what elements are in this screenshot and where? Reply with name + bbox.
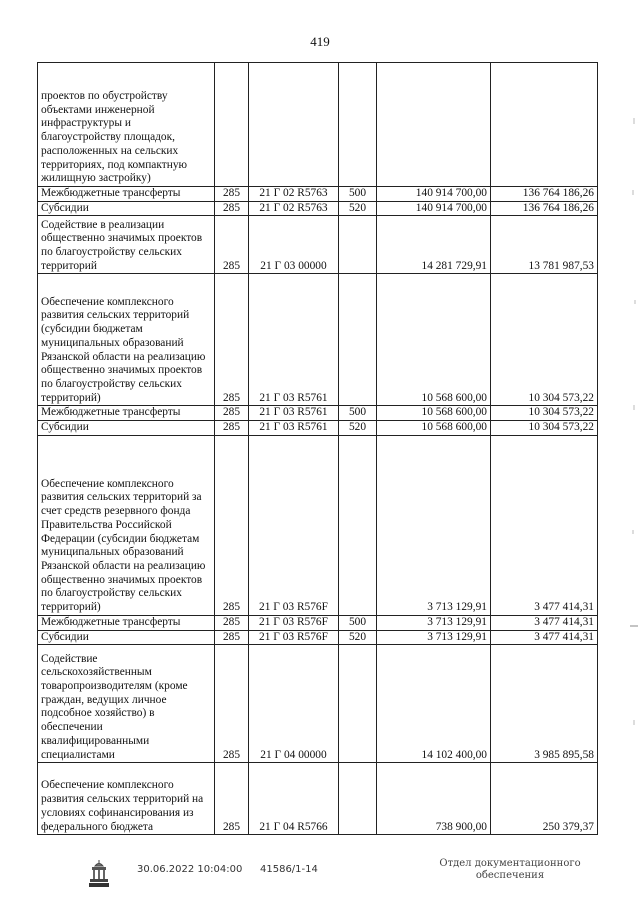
- footer-document-number: 41586/1-14: [260, 864, 318, 875]
- row-target-code: 21 Г 03 R5761: [249, 406, 339, 421]
- row-expense-type: 500: [339, 406, 377, 421]
- row-expense-type: [339, 645, 377, 763]
- row-expense-type: [339, 274, 377, 406]
- row-target-code: 21 Г 02 R5763: [249, 201, 339, 216]
- row-executed-amount: 10 304 573,22: [491, 406, 598, 421]
- row-target-code: 21 Г 03 R5761: [249, 274, 339, 406]
- row-name: Обеспечение комплексного развития сельских территорий за счет средств резервного фонда Правительства Российской Федерации (субсидии бюджетам муниципальных образований Рязанской области на реализацию общественно значимых проектов по благоустройству сельских территорий): [38, 435, 215, 615]
- table-row: [38, 645, 598, 763]
- row-expense-type: 500: [339, 187, 377, 202]
- row-expense-type: 500: [339, 615, 377, 630]
- row-code: 285: [215, 274, 249, 406]
- row-name: Межбюджетные трансферты: [38, 406, 215, 421]
- row-code: 285: [215, 421, 249, 436]
- row-name: Субсидии: [38, 630, 215, 645]
- row-planned-amount: 3 713 129,91: [377, 615, 491, 630]
- table-row: [38, 421, 598, 436]
- row-planned-amount: 10 568 600,00: [377, 406, 491, 421]
- table-row: [38, 763, 598, 835]
- row-executed-amount: [491, 63, 598, 187]
- row-planned-amount: 140 914 700,00: [377, 187, 491, 202]
- row-expense-type: [339, 763, 377, 835]
- row-executed-amount: 10 304 573,22: [491, 274, 598, 406]
- row-code: 285: [215, 763, 249, 835]
- row-executed-amount: 13 781 987,53: [491, 216, 598, 274]
- table-row: [38, 201, 598, 216]
- page-number: 419: [310, 34, 330, 49]
- row-code: 285: [215, 630, 249, 645]
- row-target-code: 21 Г 03 R576F: [249, 615, 339, 630]
- row-target-code: 21 Г 03 R576F: [249, 630, 339, 645]
- row-target-code: 21 Г 04 R5766: [249, 763, 339, 835]
- row-executed-amount: 3 477 414,31: [491, 435, 598, 615]
- row-expense-type: [339, 63, 377, 187]
- row-executed-amount: 3 477 414,31: [491, 630, 598, 645]
- scan-margin-marks: [624, 0, 640, 905]
- table-row: [38, 187, 598, 202]
- footer-timestamp: 30.06.2022 10:04:00: [137, 864, 243, 875]
- row-expense-type: 520: [339, 630, 377, 645]
- row-target-code: 21 Г 03 R576F: [249, 435, 339, 615]
- row-name: проектов по обустройству объектами инженерной инфраструктуры и благоустройству площадок, расположенных на сельских территориях, под компактную жилищную застройку): [38, 63, 215, 187]
- table-row: [38, 435, 598, 615]
- row-code: 285: [215, 406, 249, 421]
- budget-table: [37, 62, 598, 835]
- row-target-code: 21 Г 02 R5763: [249, 187, 339, 202]
- row-target-code: 21 Г 04 00000: [249, 645, 339, 763]
- row-name: Содействие сельскохозяйственным товаропроизводителям (кроме граждан, ведущих личное подсобное хозяйство) в обеспечении квалифицированными специалистами: [38, 645, 215, 763]
- row-code: 285: [215, 187, 249, 202]
- row-expense-type: 520: [339, 421, 377, 436]
- table-row: [38, 615, 598, 630]
- row-executed-amount: 10 304 573,22: [491, 421, 598, 436]
- row-target-code: [249, 63, 339, 187]
- row-name: Обеспечение комплексного развития сельских территорий на условиях софинансирования из федерального бюджета: [38, 763, 215, 835]
- row-expense-type: [339, 216, 377, 274]
- row-name: Содействие в реализации общественно значимых проектов по благоустройству сельских территорий: [38, 216, 215, 274]
- row-planned-amount: 738 900,00: [377, 763, 491, 835]
- row-target-code: 21 Г 03 00000: [249, 216, 339, 274]
- duma-logo-icon: [88, 858, 110, 888]
- row-expense-type: 520: [339, 201, 377, 216]
- row-planned-amount: 10 568 600,00: [377, 421, 491, 436]
- page-footer: [0, 852, 640, 892]
- row-code: 285: [215, 645, 249, 763]
- row-executed-amount: 136 764 186,26: [491, 201, 598, 216]
- row-code: 285: [215, 435, 249, 615]
- row-code: 285: [215, 615, 249, 630]
- row-planned-amount: 14 102 400,00: [377, 645, 491, 763]
- row-target-code: 21 Г 03 R5761: [249, 421, 339, 436]
- table-row: [38, 630, 598, 645]
- table-row: [38, 406, 598, 421]
- row-planned-amount: 14 281 729,91: [377, 216, 491, 274]
- row-name: Межбюджетные трансферты: [38, 615, 215, 630]
- table-row: [38, 63, 598, 187]
- row-planned-amount: 3 713 129,91: [377, 630, 491, 645]
- row-code: 285: [215, 216, 249, 274]
- row-name: Субсидии: [38, 201, 215, 216]
- footer-department-stamp: Отдел документационного обеспечения: [439, 858, 581, 881]
- row-name: Обеспечение комплексного развития сельских территорий (субсидии бюджетам муниципальных образований Рязанской области на реализацию общественно значимых проектов по благоустройству сельских территорий): [38, 274, 215, 406]
- row-planned-amount: 10 568 600,00: [377, 274, 491, 406]
- row-planned-amount: 3 713 129,91: [377, 435, 491, 615]
- row-name: Межбюджетные трансферты: [38, 187, 215, 202]
- row-executed-amount: 250 379,37: [491, 763, 598, 835]
- row-name: Субсидии: [38, 421, 215, 436]
- table-row: [38, 216, 598, 274]
- row-code: [215, 63, 249, 187]
- row-code: 285: [215, 201, 249, 216]
- row-expense-type: [339, 435, 377, 615]
- table-row: [38, 274, 598, 406]
- row-executed-amount: 3 985 895,58: [491, 645, 598, 763]
- row-executed-amount: 3 477 414,31: [491, 615, 598, 630]
- row-planned-amount: 140 914 700,00: [377, 201, 491, 216]
- row-planned-amount: [377, 63, 491, 187]
- row-executed-amount: 136 764 186,26: [491, 187, 598, 202]
